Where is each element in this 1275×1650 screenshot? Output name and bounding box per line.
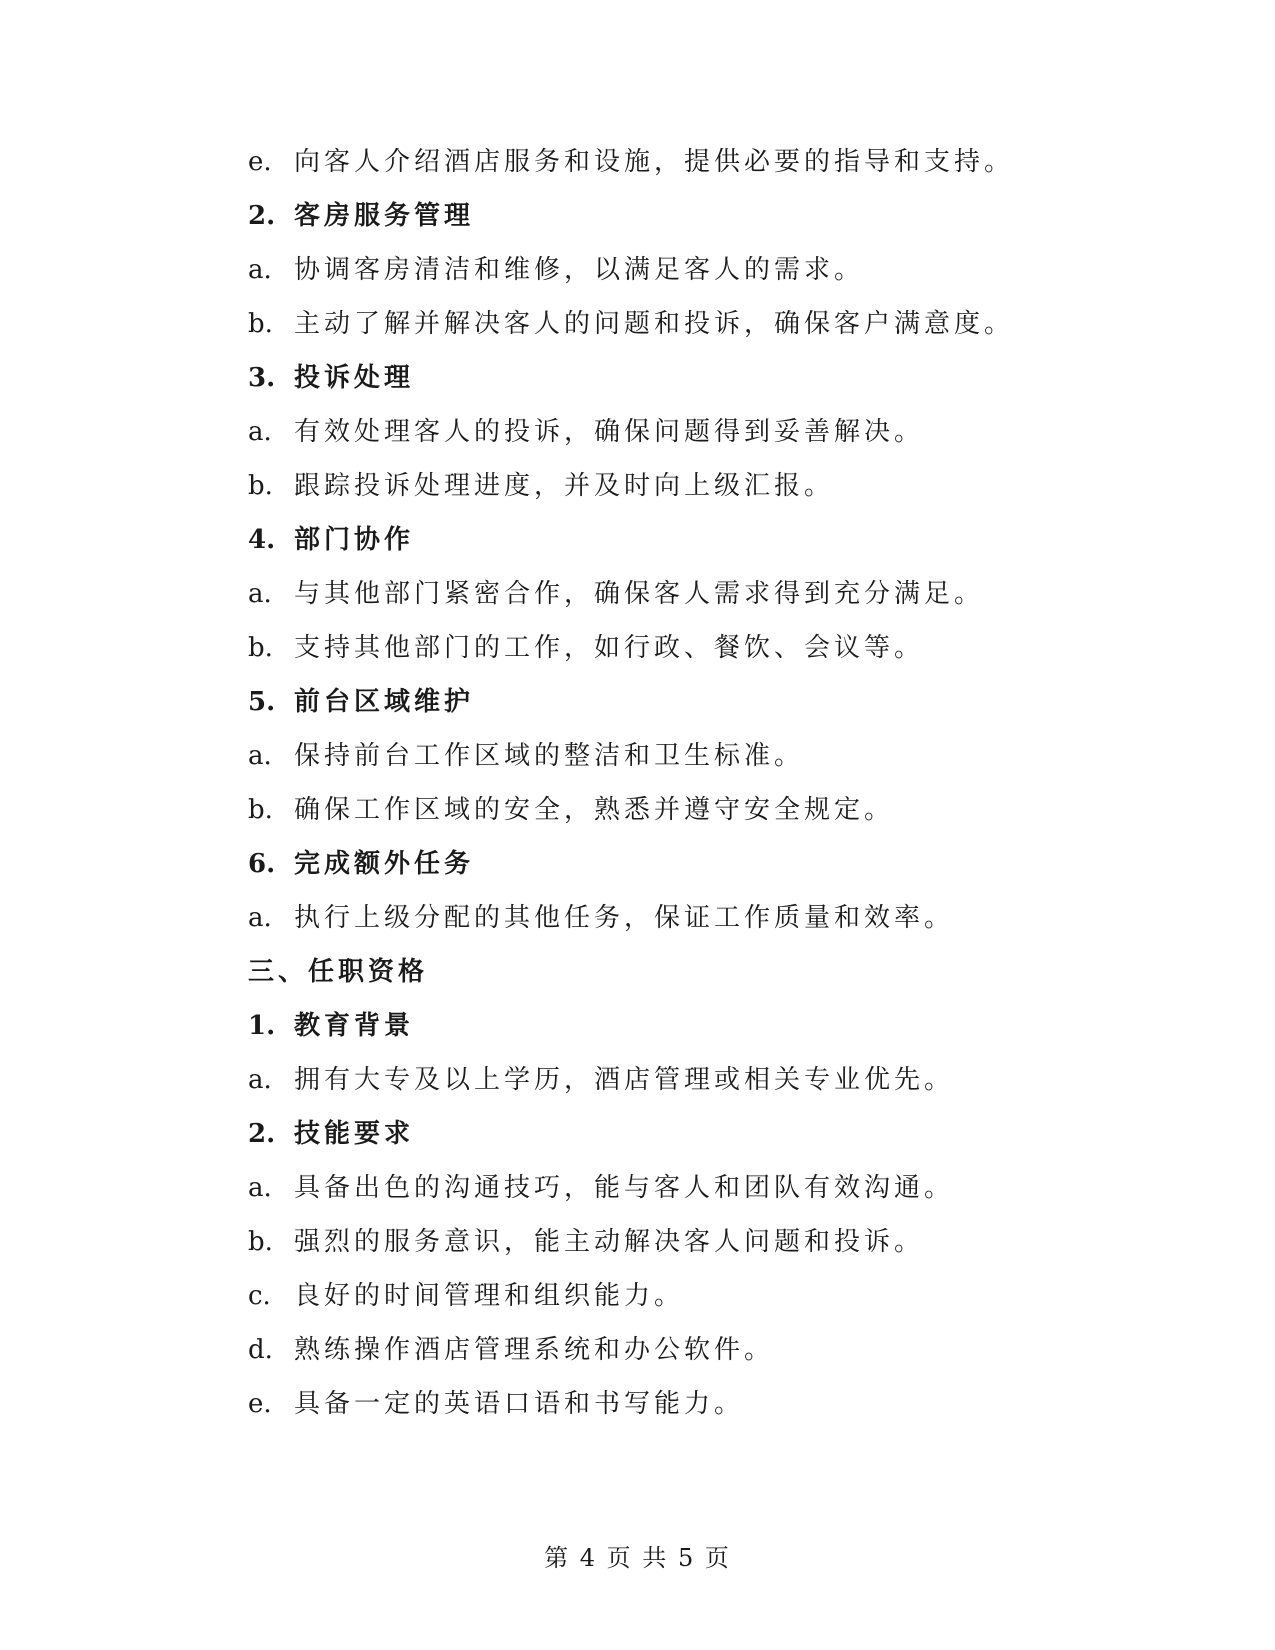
list-item xyxy=(248,1168,954,1208)
list-marker: c. xyxy=(248,1281,271,1311)
list-item xyxy=(248,1330,774,1370)
line-text: 支持其他部门的工作，如行政、餐饮、会议等。 xyxy=(294,633,925,663)
section-heading xyxy=(248,682,474,722)
line-text: 具备出色的沟通技巧，能与客人和团队有效沟通。 xyxy=(294,1173,955,1203)
section-heading xyxy=(248,196,474,236)
line-text: 具备一定的英语口语和书写能力。 xyxy=(294,1389,745,1419)
line-text: 熟练操作酒店管理系统和办公软件。 xyxy=(294,1335,775,1365)
list-marker: b. xyxy=(248,1227,273,1257)
section-heading xyxy=(248,358,414,398)
list-item xyxy=(248,790,894,830)
list-item xyxy=(248,736,804,776)
line-text: 协调客房清洁和维修，以满足客人的需求。 xyxy=(294,255,865,285)
list-item xyxy=(248,1060,954,1100)
line-text: 前台区域维护 xyxy=(294,687,475,717)
list-item xyxy=(248,250,864,290)
list-item xyxy=(248,574,984,614)
list-marker: b. xyxy=(248,309,273,339)
list-marker: 1. xyxy=(248,1011,276,1041)
list-marker: a. xyxy=(248,417,272,447)
page-footer: 第 4 页 共 5 页 xyxy=(544,1544,731,1572)
line-text: 良好的时间管理和组织能力。 xyxy=(294,1281,685,1311)
line-text: 有效处理客人的投诉，确保问题得到妥善解决。 xyxy=(294,417,925,447)
list-item xyxy=(248,1276,684,1316)
list-marker: 2. xyxy=(248,1119,276,1149)
line-text: 三、任职资格 xyxy=(248,957,429,987)
list-marker: b. xyxy=(248,471,273,501)
list-marker: 5. xyxy=(248,687,276,717)
line-text: 向客人介绍酒店服务和设施，提供必要的指导和支持。 xyxy=(294,147,1015,177)
section-heading xyxy=(248,1114,414,1154)
section-heading xyxy=(248,520,414,560)
list-marker: a. xyxy=(248,1065,272,1095)
list-item xyxy=(248,628,924,668)
list-marker: 2. xyxy=(248,201,276,231)
list-marker: 6. xyxy=(248,849,276,879)
list-marker: e. xyxy=(248,147,272,177)
list-item xyxy=(248,1384,744,1424)
line-text: 客房服务管理 xyxy=(294,201,475,231)
list-marker: b. xyxy=(248,795,273,825)
line-text: 投诉处理 xyxy=(294,363,415,393)
list-item xyxy=(248,304,1014,344)
line-text: 技能要求 xyxy=(294,1119,415,1149)
list-marker: b. xyxy=(248,633,273,663)
list-item xyxy=(248,466,834,506)
section-heading xyxy=(248,952,428,992)
section-heading xyxy=(248,844,474,884)
line-text: 与其他部门紧密合作，确保客人需求得到充分满足。 xyxy=(294,579,985,609)
list-item xyxy=(248,412,924,452)
line-text: 执行上级分配的其他任务，保证工作质量和效率。 xyxy=(294,903,955,933)
line-text: 保持前台工作区域的整洁和卫生标准。 xyxy=(294,741,805,771)
list-marker: a. xyxy=(248,741,272,771)
line-text: 教育背景 xyxy=(294,1011,415,1041)
section-heading xyxy=(248,1006,414,1046)
line-text: 跟踪投诉处理进度，并及时向上级汇报。 xyxy=(294,471,835,501)
list-marker: a. xyxy=(248,903,272,933)
line-text: 强烈的服务意识，能主动解决客人问题和投诉。 xyxy=(294,1227,925,1257)
list-marker: 3. xyxy=(248,363,276,393)
list-item xyxy=(248,898,954,938)
list-marker: 4. xyxy=(248,525,276,555)
list-item xyxy=(248,1222,924,1262)
line-text: 主动了解并解决客人的问题和投诉，确保客户满意度。 xyxy=(294,309,1015,339)
line-text: 完成额外任务 xyxy=(294,849,475,879)
line-text: 确保工作区域的安全，熟悉并遵守安全规定。 xyxy=(294,795,895,825)
line-text: 部门协作 xyxy=(294,525,415,555)
list-marker: a. xyxy=(248,579,272,609)
list-item xyxy=(248,142,1014,182)
list-marker: d. xyxy=(248,1335,273,1365)
line-text: 拥有大专及以上学历，酒店管理或相关专业优先。 xyxy=(294,1065,955,1095)
list-marker: e. xyxy=(248,1389,272,1419)
list-marker: a. xyxy=(248,255,272,285)
list-marker: a. xyxy=(248,1173,272,1203)
